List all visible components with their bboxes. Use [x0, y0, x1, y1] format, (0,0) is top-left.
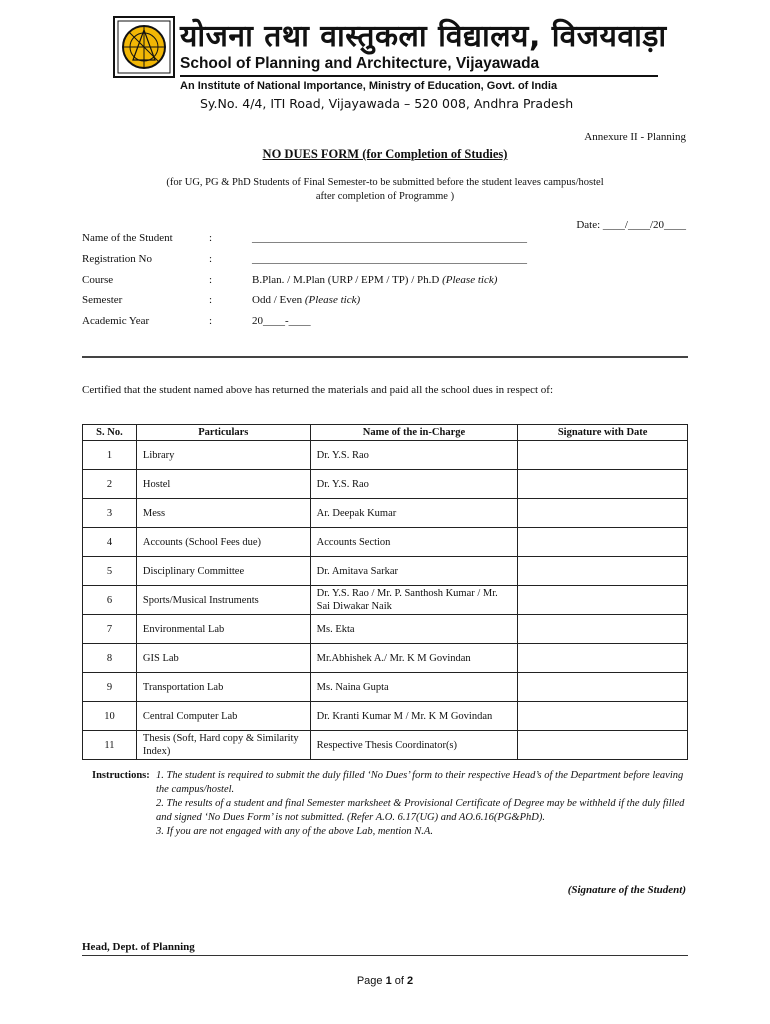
row-sno: 5	[83, 557, 137, 586]
header-divider	[180, 75, 658, 77]
row-particular: Thesis (Soft, Hard copy & Similarity Index)	[136, 731, 310, 760]
annexure-label: Annexure II - Planning	[584, 131, 686, 143]
row-incharge: Dr. Amitava Sarkar	[310, 557, 518, 586]
registration-number-field[interactable]: __________________________________________________	[252, 253, 527, 265]
page-number	[0, 975, 770, 987]
row-particular: Disciplinary Committee	[136, 557, 310, 586]
table-row	[83, 586, 688, 615]
header-sno: S. No.	[83, 425, 137, 441]
instruction-item: 1. The student is required to submit the duly filled ‘No Dues’ form to their respective Head’s of the Department before leaving the campus/hostel.	[156, 770, 684, 795]
subtitle-line-1: (for UG, PG & PhD Students of Final Semester-to be submitted before the student leaves campus/hostel	[166, 177, 604, 188]
table-row	[83, 470, 688, 499]
form-title: NO DUES FORM (for Completion of Studies)	[262, 147, 508, 161]
header-particulars: Particulars	[136, 425, 310, 441]
row-incharge: Mr.Abhishek A./ Mr. K M Govindan	[310, 644, 518, 673]
signature-cell[interactable]	[518, 615, 688, 644]
row-particular: Environmental Lab	[136, 615, 310, 644]
header-incharge: Name of the in-Charge	[310, 425, 518, 441]
table-row	[83, 702, 688, 731]
signature-cell[interactable]	[518, 702, 688, 731]
page-total: 2	[407, 975, 414, 987]
institute-name-hindi: योजना तथा वास्तुकला विद्यालय, विजयवाड़ा	[180, 19, 667, 54]
form-subtitle	[100, 176, 670, 204]
row-particular: Central Computer Lab	[136, 702, 310, 731]
date-field[interactable]: Date: ____/____/20____	[576, 219, 686, 231]
table-row	[83, 557, 688, 586]
row-incharge: Respective Thesis Coordinator(s)	[310, 731, 518, 760]
field-label-registration: Registration No	[82, 253, 152, 265]
instruction-item: 3. If you are not engaged with any of the above Lab, mention N.A.	[156, 826, 433, 837]
row-sno: 3	[83, 499, 137, 528]
page-word: Page	[356, 975, 383, 987]
signature-cell[interactable]	[518, 557, 688, 586]
signature-cell[interactable]	[518, 586, 688, 615]
row-incharge: Ms. Naina Gupta	[310, 673, 518, 702]
signature-cell[interactable]	[518, 470, 688, 499]
page-current: 1	[385, 975, 392, 987]
row-incharge: Dr. Kranti Kumar M / Mr. K M Govindan	[310, 702, 518, 731]
row-particular: Hostel	[136, 470, 310, 499]
table-row	[83, 673, 688, 702]
signature-cell[interactable]	[518, 441, 688, 470]
semester-options[interactable]	[252, 294, 360, 306]
course-options[interactable]	[252, 274, 497, 286]
header-signature: Signature with Date	[518, 425, 688, 441]
student-name-field[interactable]: __________________________________________________	[252, 232, 527, 244]
table-row	[83, 615, 688, 644]
row-incharge: Dr. Y.S. Rao / Mr. P. Santhosh Kumar / Mr. Sai Diwakar Naik	[310, 586, 518, 615]
field-colon: :	[209, 274, 213, 286]
field-colon: :	[209, 232, 213, 244]
signature-cell[interactable]	[518, 731, 688, 760]
row-particular: Transportation Lab	[136, 673, 310, 702]
institute-logo	[113, 16, 175, 78]
row-particular: Library	[136, 441, 310, 470]
row-incharge: Accounts Section	[310, 528, 518, 557]
row-incharge: Ar. Deepak Kumar	[310, 499, 518, 528]
row-particular: GIS Lab	[136, 644, 310, 673]
table-header-row	[83, 425, 688, 441]
course-hint: (Please tick)	[442, 274, 498, 286]
instructions-label: Instructions:	[92, 770, 150, 781]
row-particular: Accounts (School Fees due)	[136, 528, 310, 557]
row-sno: 4	[83, 528, 137, 557]
field-colon: :	[209, 315, 213, 327]
institute-name-english: School of Planning and Architecture, Vijayawada	[180, 55, 540, 72]
table-row	[83, 644, 688, 673]
instruction-item: 2. The results of a student and final Semester marksheet & Provisional Certificate of Degree may be withheld if the duly filled and signed ‘No Dues Form’ is not submitted. (Refer A.O. 6.17(UG) and AO.6.16(PG&PhD).	[156, 798, 685, 823]
row-incharge: Dr. Y.S. Rao	[310, 441, 518, 470]
field-colon: :	[209, 294, 213, 306]
table-row	[83, 731, 688, 760]
institute-tagline: An Institute of National Importance, Ministry of Education, Govt. of India	[180, 80, 558, 92]
row-particular: Mess	[136, 499, 310, 528]
footer-divider	[82, 955, 688, 956]
row-sno: 10	[83, 702, 137, 731]
field-label-academic-year: Academic Year	[82, 315, 150, 327]
academic-year-field[interactable]: 20____-____	[252, 315, 311, 327]
field-label-name: Name of the Student	[82, 232, 173, 244]
field-label-course: Course	[82, 274, 114, 286]
semester-hint: (Please tick)	[304, 294, 361, 306]
row-sno: 8	[83, 644, 137, 673]
signature-cell[interactable]	[518, 673, 688, 702]
institute-address: Sy.No. 4/4, ITI Road, Vijayawada – 520 008, Andhra Pradesh	[200, 96, 574, 111]
semester-value[interactable]: Odd / Even	[252, 294, 303, 306]
row-sno: 7	[83, 615, 137, 644]
row-sno: 11	[83, 731, 137, 760]
row-sno: 1	[83, 441, 137, 470]
row-incharge: Dr. Y.S. Rao	[310, 470, 518, 499]
certification-statement: Certified that the student named above has returned the materials and paid all the school dues in respect of:	[82, 384, 554, 396]
instructions-block	[92, 769, 692, 839]
signature-cell[interactable]	[518, 644, 688, 673]
row-particular: Sports/Musical Instruments	[136, 586, 310, 615]
section-divider	[82, 356, 688, 358]
head-signature-label: Head, Dept. of Planning	[82, 941, 195, 953]
dues-table	[82, 424, 688, 760]
course-value[interactable]: B.Plan. / M.Plan (URP / EPM / TP) / Ph.D	[252, 274, 440, 286]
table-row	[83, 441, 688, 470]
of-word: of	[394, 975, 404, 987]
row-sno: 9	[83, 673, 137, 702]
signature-cell[interactable]	[518, 499, 688, 528]
subtitle-line-2: after completion of Programme )	[315, 191, 455, 202]
table-row	[83, 499, 688, 528]
field-label-semester: Semester	[82, 294, 123, 306]
student-signature-label: (Signature of the Student)	[567, 884, 686, 896]
field-colon: :	[209, 253, 213, 265]
row-sno: 6	[83, 586, 137, 615]
row-incharge: Ms. Ekta	[310, 615, 518, 644]
row-sno: 2	[83, 470, 137, 499]
signature-cell[interactable]	[518, 528, 688, 557]
table-row	[83, 528, 688, 557]
